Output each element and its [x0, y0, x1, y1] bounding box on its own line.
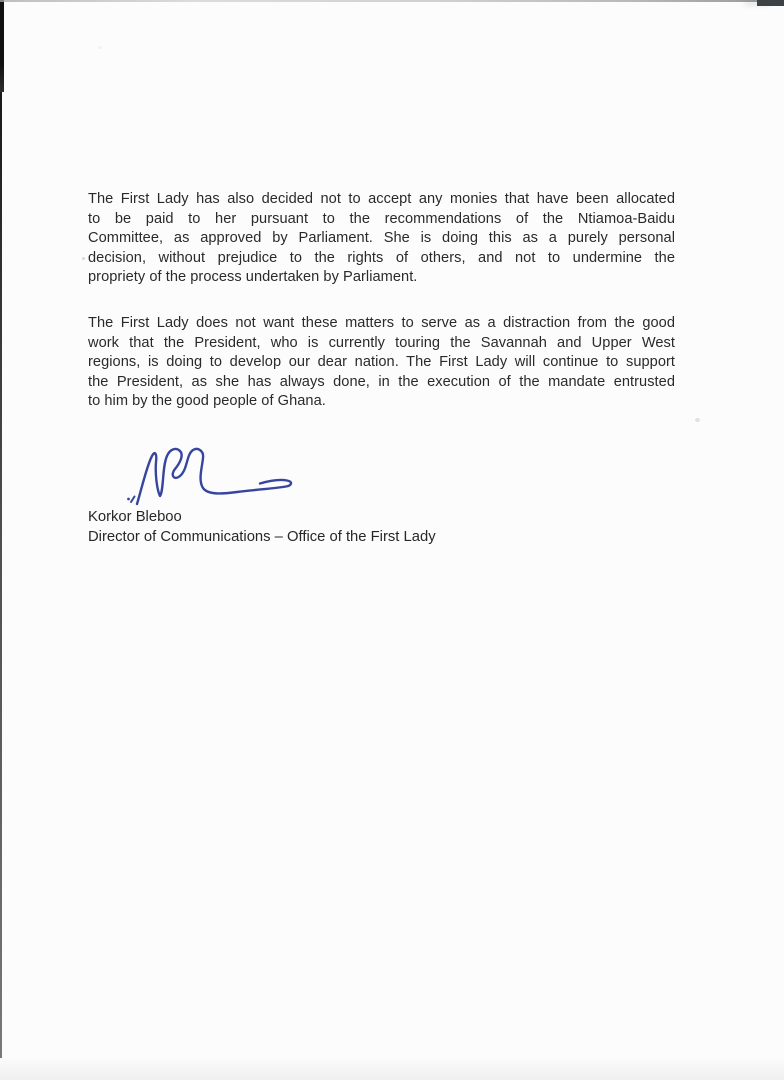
signature-ink-tick [131, 497, 135, 503]
body-paragraph-1 [88, 190, 675, 288]
paragraph-line: decision, without prejudice to the rights of others, and not to undermine the [88, 249, 675, 266]
paragraph-line: Committee, as approved by Parliament. She is doing this as a purely personal [88, 230, 675, 247]
paragraph-line: regions, is doing to develop our dear nation. The First Lady will continue to support [88, 354, 675, 371]
closing-block [88, 508, 588, 548]
signatory-name: Korkor Bleboo [88, 509, 182, 525]
paragraph-line: The First Lady has also decided not to accept any monies that have been allocated [88, 191, 675, 207]
scan-artifact-top-right-corner [757, 0, 784, 6]
scan-artifact-left-edge [0, 0, 2, 1080]
scan-speck [82, 257, 85, 260]
scan-speck [695, 418, 700, 422]
signature-scribble [137, 449, 291, 504]
paragraph-line: to him by the good people of Ghana. [88, 393, 326, 410]
scan-artifact-top-edge [0, 0, 784, 2]
body-paragraph-2 [88, 314, 675, 412]
paragraph-line: the President, as she has always done, in the execution of the mandate entrusted [88, 373, 675, 390]
paragraph-line: work that the President, who is currently touring the Savannah and Upper West [88, 334, 675, 351]
signatory-title: Director of Communications – Office of the First Lady [88, 528, 436, 545]
scan-artifact-bottom-band [0, 1058, 784, 1080]
handwritten-signature-icon [116, 446, 300, 510]
scan-speck [98, 46, 102, 49]
signature-ink-dot [127, 498, 130, 501]
paragraph-line: to be paid to her pursuant to the recommendations of the Ntiamoa-Baidu [88, 210, 675, 227]
scan-artifact-left-edge-cap [0, 0, 4, 92]
paragraph-line: propriety of the process undertaken by Parliament. [88, 269, 418, 286]
paragraph-line: The First Lady does not want these matters to serve as a distraction from the good [88, 315, 675, 331]
